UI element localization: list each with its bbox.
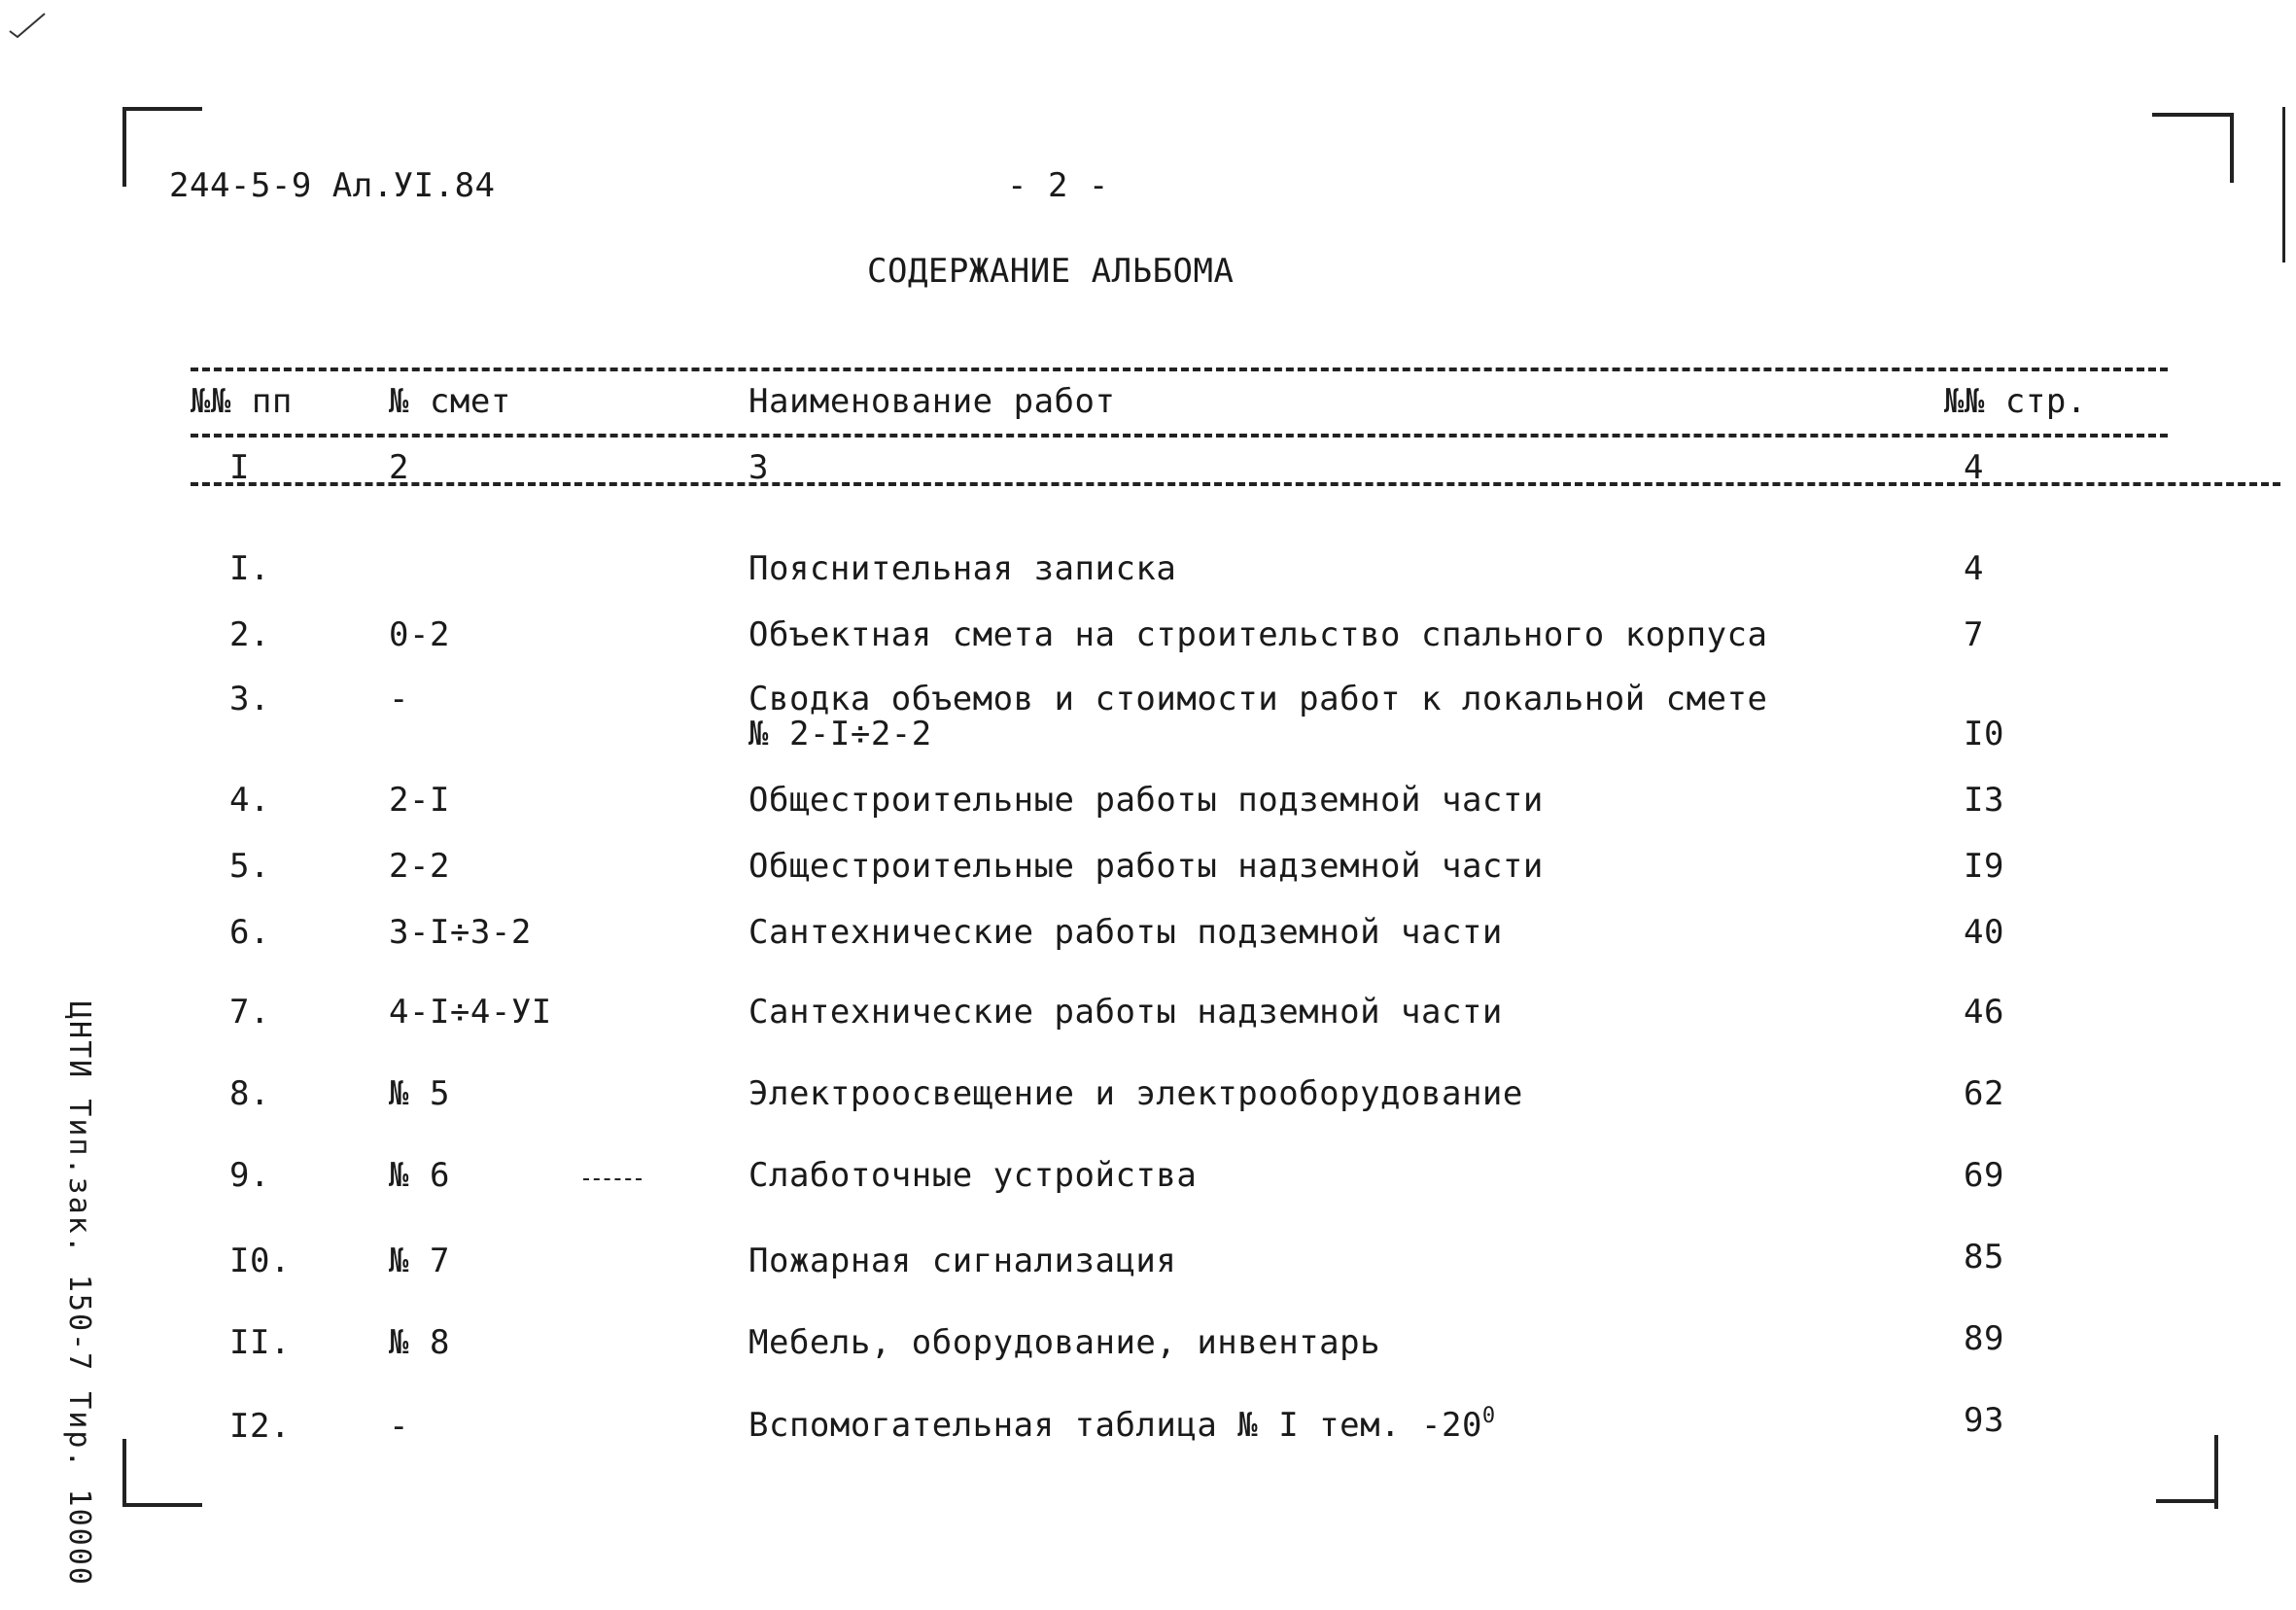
row-smeta: 2-2 (389, 847, 450, 886)
row-number: I0. (229, 1242, 291, 1280)
row-number: 7. (229, 993, 270, 1032)
row-number: 3. (229, 680, 270, 718)
row-page: 69 (1964, 1156, 2004, 1195)
row-smeta: № 5 (389, 1074, 450, 1113)
row-number: II. (229, 1323, 291, 1362)
column-number-2: 2 (389, 448, 409, 487)
column-number-4: 4 (1964, 448, 1984, 487)
row-number: 9. (229, 1156, 270, 1195)
column-header-page: №№ стр. (1944, 382, 2087, 421)
document-code: 244-5-9 Ал.УI.84 (169, 166, 496, 205)
row-number: 4. (229, 781, 270, 820)
row-smeta: № 6 (389, 1156, 450, 1195)
row-number: 2. (229, 615, 270, 654)
row-name: Пожарная сигнализация (748, 1242, 1177, 1280)
row-smeta: - (389, 1407, 409, 1446)
row-name: Общестроительные работы надземной части (748, 847, 1544, 886)
row-page: 46 (1964, 993, 2004, 1032)
row-name-text: Вспомогательная таблица № I тем. -20 (748, 1406, 1482, 1445)
row-number: 8. (229, 1074, 270, 1113)
row-name: Электроосвещение и электрооборудование (748, 1074, 1523, 1113)
row-number: 5. (229, 847, 270, 886)
row-name-continuation: № 2-I÷2-2 (748, 715, 932, 753)
row-page: 7 (1964, 615, 1984, 654)
row-name: Слаботочные устройства (748, 1156, 1198, 1195)
row-page: 85 (1964, 1238, 2004, 1277)
page-number: - 2 - (1007, 166, 1109, 205)
table-rule-bottom (191, 482, 2280, 486)
row-name: Сантехнические работы подземной части (748, 913, 1503, 952)
stray-mark (583, 1178, 642, 1180)
page-title: СОДЕРЖАНИЕ АЛЬБОМА (867, 252, 1235, 291)
row-smeta: 4-I÷4-УI (389, 993, 552, 1032)
row-smeta: 0-2 (389, 615, 450, 654)
row-page: I9 (1964, 847, 2004, 886)
row-page: I3 (1964, 781, 2004, 820)
row-name: Общестроительные работы подземной части (748, 781, 1544, 820)
row-smeta: № 7 (389, 1242, 450, 1280)
table-rule-top (191, 368, 2168, 371)
degree-superscript: 0 (1481, 1404, 1496, 1428)
row-smeta: № 8 (389, 1323, 450, 1362)
row-name: Сантехнические работы надземной части (748, 993, 1503, 1032)
row-page: 4 (1964, 549, 1984, 588)
row-page: 93 (1964, 1401, 2004, 1440)
row-name: Мебель, оборудование, инвентарь (748, 1323, 1381, 1362)
column-header-smeta: № смет (389, 382, 511, 421)
row-number: I. (229, 549, 270, 588)
column-header-name: Наименование работ (748, 382, 1116, 421)
row-page: 40 (1964, 913, 2004, 952)
row-name: Объектная смета на строительство спального корпуса (748, 615, 1768, 654)
row-page: 62 (1964, 1074, 2004, 1113)
row-page: 89 (1964, 1319, 2004, 1358)
print-stamp: ЦНТИ Тип.зак. 150-7 Тир. 10000 (62, 1001, 96, 1587)
column-header-num: №№ пп (191, 382, 293, 421)
row-name: Пояснительная записка (748, 549, 1177, 588)
row-page: I0 (1964, 715, 2004, 753)
row-number: I2. (229, 1407, 291, 1446)
row-name (748, 1404, 1496, 1445)
column-number-1: I (229, 448, 250, 487)
check-mark-icon (8, 10, 47, 39)
row-smeta: 3-I÷3-2 (389, 913, 532, 952)
row-name: Сводка объемов и стоимости работ к локальной смете (748, 680, 1768, 718)
row-smeta: 2-I (389, 781, 450, 820)
row-smeta: - (389, 680, 409, 718)
column-number-3: 3 (748, 448, 769, 487)
table-rule-middle (191, 434, 2168, 438)
row-number: 6. (229, 913, 270, 952)
